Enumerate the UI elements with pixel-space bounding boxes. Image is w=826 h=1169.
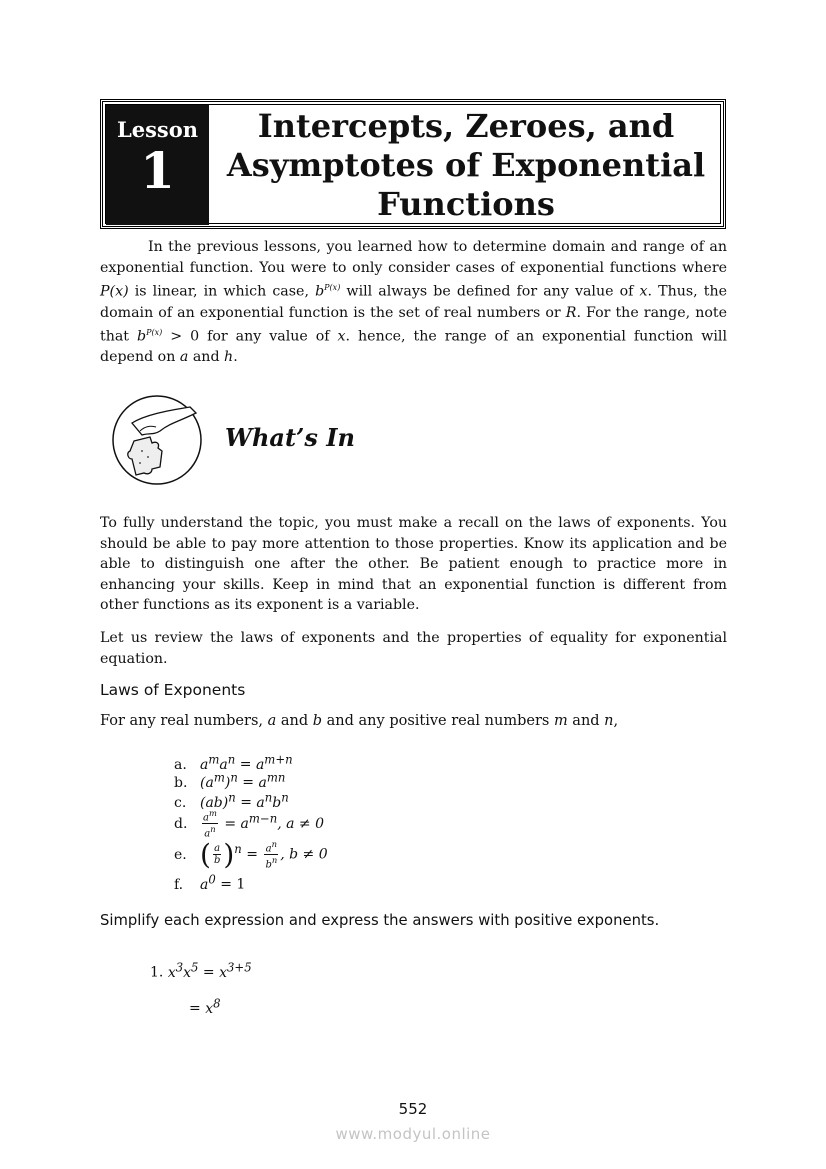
- lesson-title-line-3: Functions: [377, 185, 555, 223]
- simplify-instruction: Simplify each expression and express the answers with positive exponents.: [100, 912, 660, 929]
- intro-paragraph: In the previous lessons, you learned how to determine domain and range of an exponential function. You were to only consider cases of exponential functions where P(x) is linear, in which case, $b^{P(x)}$ will always be defined for any value of x. Thus, the domain of an exponential function is the set of real numbers or R. For the range, note that $b^{P(x)} > 0$ for any value of x. hence, the range of an exponential function will depend on a and h.: [100, 239, 728, 366]
- hand-puzzle-icon: [110, 393, 204, 487]
- example-1-line-1: 1. $x^3x^5 = x^{3+5}$: [150, 960, 252, 981]
- laws-heading: Laws of Exponents: [100, 681, 246, 699]
- lesson-title-line-2: Asymptotes of Exponential: [226, 146, 706, 184]
- lesson-title: [212, 105, 720, 225]
- lesson-title-line-1: Intercepts, Zeroes, and: [257, 107, 675, 145]
- law-b: b. $(a^m)^n = a^{mn}$: [174, 770, 286, 791]
- review-paragraph: Let us review the laws of exponents and the properties of equality for exponential equation.: [100, 630, 727, 667]
- lesson-badge: [106, 105, 209, 225]
- whats-in-heading: What’s In: [225, 423, 355, 452]
- laws-premise: For any real numbers, a and b and any positive real numbers m and n,: [100, 713, 619, 729]
- law-e: e. ( $\frac{a}{b}$ )$^n$ = $\frac{a^n}{b^n}$ , b ≠ 0: [174, 838, 328, 871]
- law-d: d. $\frac{a^m}{a^n}$ = $a^{m-n}$, a ≠ 0: [174, 808, 324, 840]
- recall-paragraph: To fully understand the topic, you must make a recall on the laws of exponents. You should be able to pay more attention to those properties. Know its application and be able to distinguish one after the other. Be patient enough to practice more in enhancing your skills. Keep in mind that an exponential function is different from other functions as its exponent is a variable.: [100, 515, 727, 614]
- law-a: a. $a^ma^n = a^{m+n}$: [174, 752, 293, 773]
- example-1-line-2: = $x^8$: [189, 996, 221, 1017]
- lesson-number: 1: [140, 141, 175, 200]
- watermark: www.modyul.online: [335, 1125, 491, 1143]
- law-f: f. $a^0 = 1$: [174, 872, 246, 893]
- lesson-word: Lesson: [116, 117, 199, 142]
- page-number: 552: [398, 1100, 428, 1118]
- law-c: c. $(ab)^n = a^nb^n$: [174, 790, 289, 811]
